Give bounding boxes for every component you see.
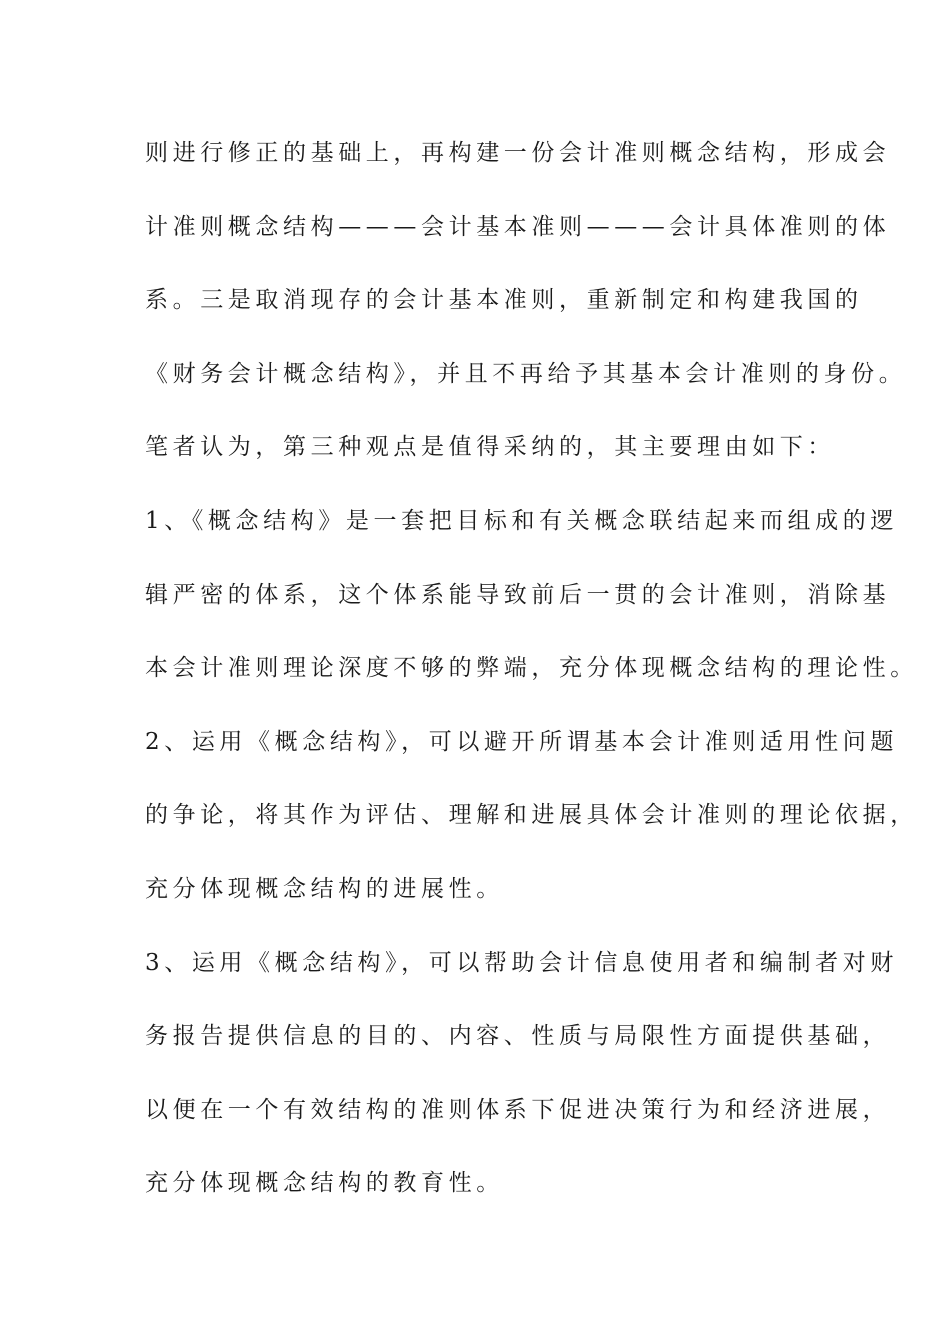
text-line: 2、运用《概念结构》，可以避开所谓基本会计准则适用性问题 <box>145 728 898 755</box>
text-line: 辑严密的体系，这个体系能导致前后一贯的会计准则，消除基 <box>145 581 891 608</box>
text-line: 务报告提供信息的目的、内容、性质与局限性方面提供基础， <box>145 1023 891 1050</box>
text-line: 本会计准则理论深度不够的弊端，充分体现概念结构的理论性。 <box>145 655 918 682</box>
text-line: 1、《概念结构》是一套把目标和有关概念联结起来而组成的逻 <box>145 507 898 534</box>
text-line: 充分体现概念结构的进展性。 <box>145 875 504 902</box>
text-line: 3、运用《概念结构》，可以帮助会计信息使用者和编制者对财 <box>145 949 898 976</box>
text-line: 笔者认为，第三种观点是值得采纳的，其主要理由如下： <box>145 434 835 461</box>
text-line: 的争论，将其作为评估、理解和进展具体会计准则的理论依据， <box>145 802 918 829</box>
text-line: 系。三是取消现存的会计基本准则，重新制定和构建我国的 <box>145 287 863 314</box>
text-line: 则进行修正的基础上，再构建一份会计准则概念结构，形成会 <box>145 140 891 166</box>
text-line: 计准则概念结构———会计基本准则———会计具体准则的体 <box>145 213 891 240</box>
text-line: 《财务会计概念结构》，并且不再给予其基本会计准则的身份。 <box>145 360 907 387</box>
text-line: 以便在一个有效结构的准则体系下促进决策行为和经济进展， <box>145 1096 891 1123</box>
text-line: 充分体现概念结构的教育性。 <box>145 1170 504 1197</box>
body-text <box>145 130 918 1234</box>
